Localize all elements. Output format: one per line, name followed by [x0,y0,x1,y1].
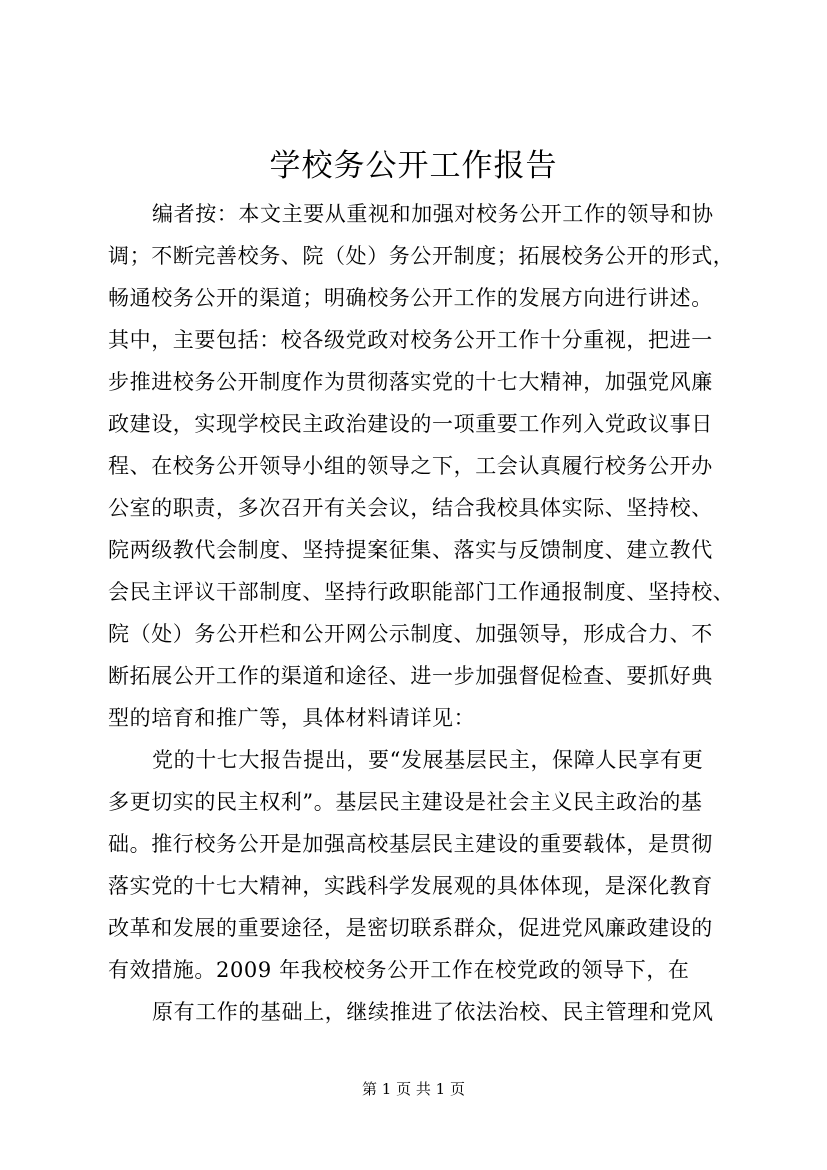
text-line: 调；不断完善校务、院（处）务公开制度；拓展校务公开的形式， [108,244,735,268]
text-line: 步推进校务公开制度作为贯彻落实党的十七大精神，加强党风廉 [108,370,713,394]
text-line: 础。推行校务公开是加强高校基层民主建设的重要载体，是贯彻 [108,832,713,856]
text-line: 型的培育和推广等，具体材料请详见： [108,706,476,730]
text-line: 政建设，实现学校民主政治建设的一项重要工作列入党政议事日 [108,412,713,436]
page-footer: 第 1 页 共 1 页 [362,1080,465,1098]
document-title: 学校务公开工作报告 [269,148,558,184]
text-line: 断拓展公开工作的渠道和途径、进一步加强督促检查、要抓好典 [108,664,713,688]
text-line: 院（处）务公开栏和公开网公示制度、加强领导，形成合力、不 [108,622,713,646]
text-line: 会民主评议干部制度、坚持行政职能部门工作通报制度、坚持校、 [108,580,735,604]
text-line: 编者按：本文主要从重视和加强对校务公开工作的领导和协 [152,202,714,226]
text-line: 党的十七大报告提出，要“发展基层民主，保障人民享有更 [152,748,704,772]
text-line: 落实党的十七大精神，实践科学发展观的具体体现，是深化教育 [108,874,713,898]
text-line: 公室的职责，多次召开有关会议，结合我校具体实际、坚持校、 [108,496,713,520]
text-line: 多更切实的民主权利”。基层民主建设是社会主义民主政治的基 [108,790,703,814]
text-line: 有效措施。2009 年我校校务公开工作在校党政的领导下，在 [108,958,690,982]
text-line: 其中，主要包括：校各级党政对校务公开工作十分重视，把进一 [108,328,713,352]
text-line: 原有工作的基础上，继续推进了依法治校、民主管理和党风 [152,1000,714,1024]
text-line: 畅通校务公开的渠道；明确校务公开工作的发展方向进行讲述。 [108,286,713,310]
text-line: 程、在校务公开领导小组的领导之下，工会认真履行校务公开办 [108,454,713,478]
text-line: 院两级教代会制度、坚持提案征集、落实与反馈制度、建立教代 [108,538,713,562]
text-line: 改革和发展的重要途径，是密切联系群众，促进党风廉政建设的 [108,916,713,940]
